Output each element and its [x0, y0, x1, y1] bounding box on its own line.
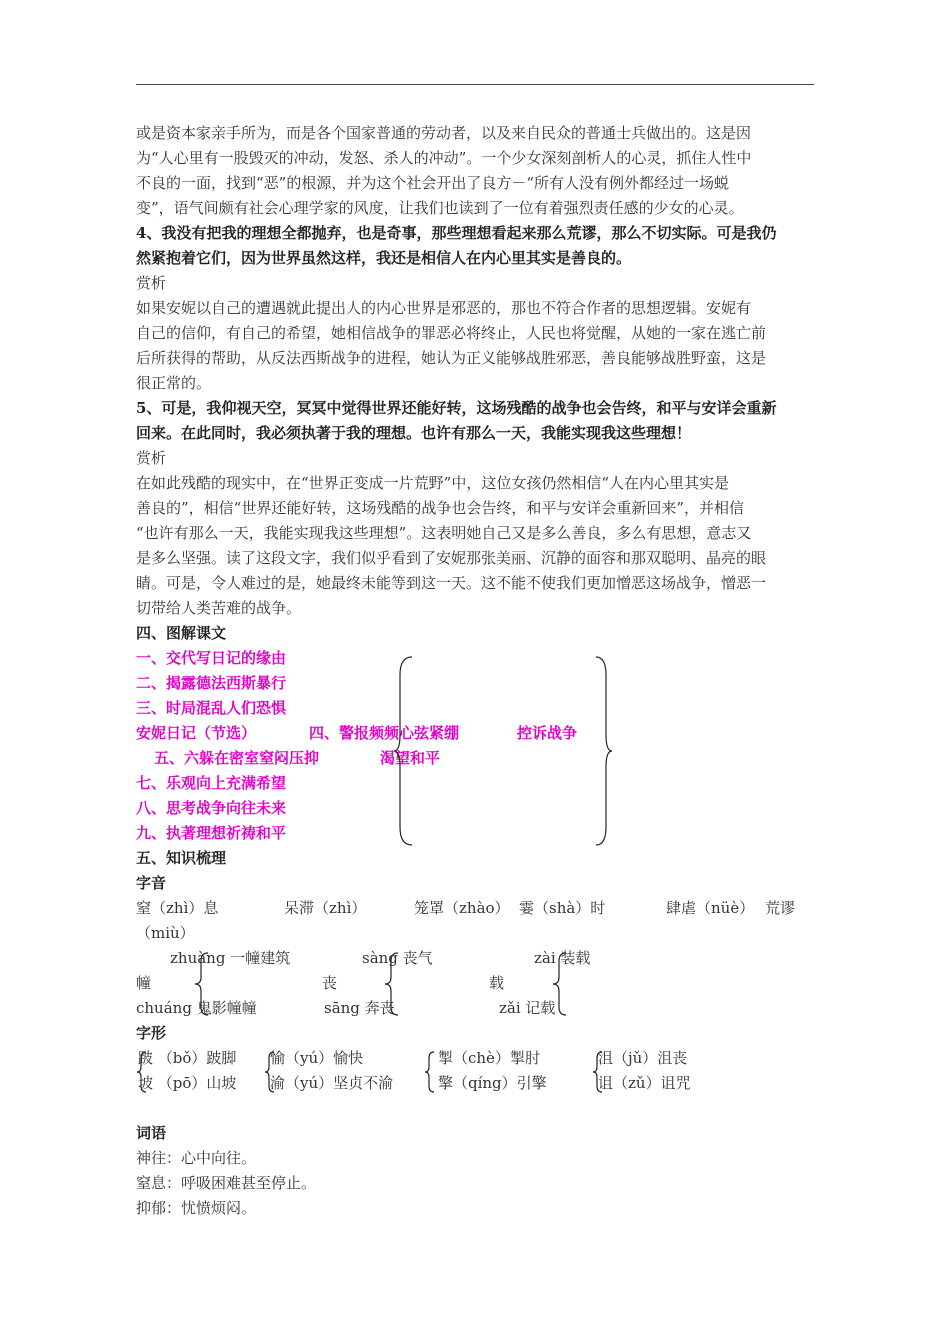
poly-1-top: zhuàng 一幢建筑 [170, 949, 291, 967]
diagram-theme-1: 控诉战争 [517, 724, 578, 742]
poly-3-bottom: zǎi 记载 [499, 999, 556, 1017]
poly-3-char: 载 [489, 974, 505, 992]
diagram-item-5: 五、六躲在密室窒闷压抑 [154, 749, 320, 767]
zi-yin-item-6: 荒谬 [765, 899, 796, 917]
para4-line-4: 很正常的。 [136, 374, 212, 392]
appreciate-label-1: 赏析 [136, 274, 167, 292]
form-2-bottom: 渝（yú）坚贞不渝 [270, 1074, 394, 1092]
appreciate-label-2: 赏析 [136, 449, 167, 467]
para1-line-4: 变”，语气间颇有社会心理学家的风度，让我们也读到了一位有着强烈责任感的少女的心灵。 [136, 199, 744, 217]
form-2-top: 愉（yú）愉快 [270, 1049, 364, 1067]
para5-line-4: 是多么坚强。读了这段文字，我们似乎看到了安妮那张美丽、沉静的面容和那双聪明、晶亮的眼 [136, 549, 767, 567]
diagram-right-brace [594, 655, 614, 847]
diagram-left-brace [394, 655, 414, 847]
form-3-bottom: 擎（qíng）引擎 [438, 1074, 547, 1092]
para1-line-2: 为“人心里有一股毁灭的冲动，发怒、杀人的冲动”。一个少女深刻剖析人的心灵，抓住人性中 [136, 149, 752, 167]
diagram-item-2: 二、揭露德法西斯暴行 [136, 674, 287, 692]
poly-3-top: zài 装载 [534, 949, 591, 967]
form-3-top: 掣（chè）掣肘 [438, 1049, 540, 1067]
para4-line-1: 如果安妮以自己的遭遇就此提出人的内心世界是邪恶的，那也不符合作者的思想逻辑。安妮有 [136, 299, 752, 317]
diagram-item-7: 七、乐观向上充满希望 [136, 774, 287, 792]
quote4-line-1: 4、我没有把我的理想全都抛弃，也是奇事，那些理想看起来那么荒谬，那么不切实际。可是我仍 [136, 224, 777, 242]
poly-3-brace [552, 951, 568, 1017]
poly-1-char: 幢 [136, 974, 152, 992]
diagram-theme-2: 渴望和平 [380, 749, 441, 767]
poly-2-brace [384, 951, 400, 1017]
para4-line-2: 自己的信仰，有自己的希望，她相信战争的罪恶必将终止，人民也将觉醒，从她的一家在逃亡前 [136, 324, 767, 342]
para5-line-6: 切带给人类苦难的战争。 [136, 599, 302, 617]
diagram-item-3: 三、时局混乱人们恐惧 [136, 699, 287, 717]
diagram-item-1: 一、交代写日记的缘由 [136, 649, 287, 667]
para5-line-3: “也许有那么一天，我能实现我这些理想”。这表明她自己又是多么善良，多么有思想，意志又 [136, 524, 752, 542]
zi-yin-item-1: 窒（zhì）息 [136, 899, 219, 917]
ci-yu-item-2: 窒息：呼吸困难甚至停止。 [136, 1174, 317, 1192]
diagram-root: 安妮日记（节选） [136, 724, 257, 742]
poly-2-top: sàng 丧气 [362, 949, 433, 967]
form-1-top: 跛 （bǒ）跛脚 [138, 1049, 237, 1067]
zi-yin-label: 字音 [136, 874, 167, 892]
para5-line-1: 在如此残酷的现实中，在“世界正变成一片荒野”中，这位女孩仍然相信“人在内心里其实是 [136, 474, 730, 492]
section4-title: 四、图解课文 [136, 624, 227, 642]
poly-1-bottom: chuáng 鬼影幢幢 [136, 999, 257, 1017]
section5-title: 五、知识梳理 [136, 849, 227, 867]
poly-2-bottom: sāng 奔丧 [324, 999, 395, 1017]
zi-yin-item-3: 笼罩（zhào） [414, 899, 510, 917]
form-4-bottom: 诅（zǔ）诅咒 [598, 1074, 691, 1092]
para1-line-1: 或是资本家亲手所为，而是各个国家普通的劳动者，以及来自民众的普通士兵做出的。这是因 [136, 124, 752, 142]
poly-2-char: 丧 [322, 974, 338, 992]
header-rule [136, 84, 814, 85]
quote5-line-1: 5、可是，我仰视天空，冥冥中觉得世界还能好转，这场残酷的战争也会告终，和平与安详会重新 [136, 399, 777, 417]
ci-yu-item-1: 神往：心中向往。 [136, 1149, 257, 1167]
form-3-brace [424, 1050, 436, 1094]
quote5-line-2: 回来。在此同时，我必须执著于我的理想。也许有那么一天，我能实现我这些理想！ [136, 424, 692, 442]
para5-line-2: 善良的”，相信“世界还能好转，这场残酷的战争也会告终，和平与安详会重新回来”，并相信 [136, 499, 745, 517]
poly-1-brace [194, 951, 210, 1017]
form-1-bottom: 坡 （pō）山坡 [138, 1074, 237, 1092]
zi-yin-item-2: 呆滞（zhì） [284, 899, 367, 917]
para4-line-3: 后所获得的帮助，从反法西斯战争的进程，她认为正义能够战胜邪恶，善良能够战胜野蛮，这是 [136, 349, 767, 367]
quote4-line-2: 然紧抱着它们，因为世界虽然这样，我还是相信人在内心里其实是善良的。 [136, 249, 632, 267]
form-4-top: 沮（jǔ）沮丧 [598, 1049, 688, 1067]
zi-yin-item-5: 肆虐（nüè） [666, 899, 755, 917]
para5-line-5: 睛。可是，令人难过的是，她最终未能等到这一天。这不能不使我们更加憎恶这场战争，憎恶一 [136, 574, 767, 592]
para1-line-3: 不良的一面，找到“恶”的根源，并为这个社会开出了良方－“所有人没有例外都经过一场蜕 [136, 174, 730, 192]
zi-yin-wrap: （miù） [136, 924, 195, 942]
diagram-item-4: 四、警报频频心弦紧绷 [309, 724, 460, 742]
diagram-item-8: 八、思考战争向往未来 [136, 799, 287, 817]
zi-xing-label: 字形 [136, 1024, 167, 1042]
ci-yu-item-3: 抑郁：忧愤烦闷。 [136, 1199, 257, 1217]
ci-yu-label: 词语 [136, 1124, 167, 1142]
zi-yin-item-4: 霎（shà）时 [519, 899, 606, 917]
diagram-item-9: 九、执著理想祈祷和平 [136, 824, 287, 842]
